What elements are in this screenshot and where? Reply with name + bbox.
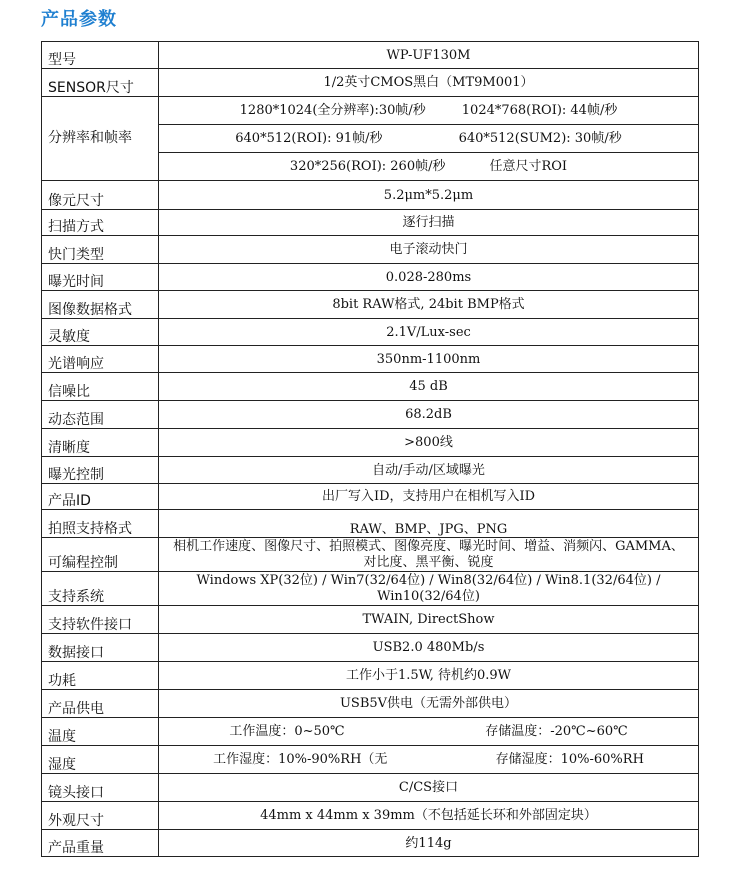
row-value: 2.1V/Lux-sec [159, 319, 699, 346]
row-value: >800线 [159, 429, 699, 457]
row-value [159, 538, 699, 572]
row-label: 信噪比 [42, 373, 159, 401]
row-value: USB5V供电（无需外部供电） [159, 690, 699, 718]
table-row [42, 572, 699, 606]
storage-temperature: 存储温度：-20℃~60℃ [485, 724, 628, 739]
programmable-text: 相机工作速度、图像尺寸、拍照模式、图像亮度、曝光时间、增益、消频闪、GAMMA、对比度、黑平衡、锐度 [173, 538, 684, 570]
resolution-line [159, 153, 699, 181]
table-row [42, 457, 699, 484]
row-value: 工作小于1.5W, 待机约0.9W [159, 662, 699, 690]
work-humidity: 工作湿度：10%-90%RH（无 [213, 752, 388, 767]
table-row [42, 538, 699, 572]
row-label: 拍照支持格式 [42, 510, 159, 538]
row-value: 自动/手动/区域曝光 [159, 457, 699, 484]
table-row [42, 510, 699, 538]
table-row [42, 746, 699, 774]
row-value: 出厂写入ID，支持用户在相机写入ID [159, 484, 699, 510]
row-value: 350nm-1100nm [159, 346, 699, 373]
storage-humidity: 存储湿度：10%-60%RH [495, 752, 644, 767]
row-value: 44mm x 44mm x 39mm（不包括延长环和外部固定块） [159, 802, 699, 830]
table-row [42, 236, 699, 264]
table-row [42, 606, 699, 634]
resolution-item: 1024*768(ROI): 44帧/秒 [461, 103, 618, 118]
row-label: 产品ID [42, 484, 159, 510]
row-label: 湿度 [42, 746, 159, 774]
row-label: 镜头接口 [42, 774, 159, 802]
row-value: RAW、BMP、JPG、PNG [159, 510, 699, 538]
row-value: 8bit RAW格式, 24bit BMP格式 [159, 291, 699, 319]
resolution-item: 任意尺寸ROI [489, 159, 568, 174]
row-label: SENSOR尺寸 [42, 69, 159, 97]
row-value: 约114g [159, 830, 699, 857]
table-row [42, 69, 699, 97]
table-row [42, 401, 699, 429]
resolution-line [159, 125, 699, 153]
table-row [42, 42, 699, 69]
resolution-item: 1280*1024(全分辨率):30帧/秒 [239, 103, 426, 118]
page-title: 产品参数 [41, 9, 117, 30]
row-label: 数据接口 [42, 634, 159, 662]
row-label: 曝光时间 [42, 264, 159, 291]
row-label: 动态范围 [42, 401, 159, 429]
table-row [42, 774, 699, 802]
row-label: 外观尺寸 [42, 802, 159, 830]
table-row [42, 634, 699, 662]
row-label: 产品供电 [42, 690, 159, 718]
row-value: 45 dB [159, 373, 699, 401]
systems-text: Windows XP(32位) / Win7(32/64位) / Win8(32/64位) / Win8.1(32/64位) / Win10(32/64位) [196, 572, 661, 604]
row-value: USB2.0 480Mb/s [159, 634, 699, 662]
row-label: 灵敏度 [42, 319, 159, 346]
table-row [42, 346, 699, 373]
row-label: 曝光控制 [42, 457, 159, 484]
row-label: 快门类型 [42, 236, 159, 264]
table-row [42, 291, 699, 319]
resolution-item: 320*256(ROI): 260帧/秒 [289, 159, 446, 174]
resolution-item: 640*512(ROI): 91帧/秒 [235, 131, 383, 146]
table-row [42, 319, 699, 346]
work-temperature: 工作温度：0~50℃ [229, 724, 345, 739]
table-row [42, 97, 699, 125]
table-row [42, 264, 699, 291]
row-label: 产品重量 [42, 830, 159, 857]
table-row [42, 690, 699, 718]
row-label: 支持系统 [42, 572, 159, 606]
row-value [159, 746, 699, 774]
table-row [42, 429, 699, 457]
resolution-line [159, 97, 699, 125]
table-row [42, 210, 699, 236]
row-label: 支持软件接口 [42, 606, 159, 634]
row-value: 0.028-280ms [159, 264, 699, 291]
table-row [42, 484, 699, 510]
row-value [159, 572, 699, 606]
row-value: TWAIN, DirectShow [159, 606, 699, 634]
table-row [42, 802, 699, 830]
row-value: 5.2μm*5.2μm [159, 181, 699, 210]
table-row [42, 662, 699, 690]
row-value: WP-UF130M [159, 42, 699, 69]
row-label: 型号 [42, 42, 159, 69]
row-label: 温度 [42, 718, 159, 746]
row-value: 逐行扫描 [159, 210, 699, 236]
row-label: 像元尺寸 [42, 181, 159, 210]
row-value: C/CS接口 [159, 774, 699, 802]
row-value: 68.2dB [159, 401, 699, 429]
table-row [42, 830, 699, 857]
table-row [42, 373, 699, 401]
row-label: 功耗 [42, 662, 159, 690]
row-label: 光谱响应 [42, 346, 159, 373]
row-label: 扫描方式 [42, 210, 159, 236]
spec-table [41, 41, 699, 857]
row-value [159, 718, 699, 746]
table-row [42, 181, 699, 210]
row-label: 图像数据格式 [42, 291, 159, 319]
row-value: 1/2英寸CMOS黑白（MT9M001） [159, 69, 699, 97]
row-label: 分辨率和帧率 [42, 97, 159, 181]
table-row [42, 718, 699, 746]
row-value: 电子滚动快门 [159, 236, 699, 264]
row-label: 清晰度 [42, 429, 159, 457]
row-label: 可编程控制 [42, 538, 159, 572]
resolution-item: 640*512(SUM2): 30帧/秒 [458, 131, 622, 146]
